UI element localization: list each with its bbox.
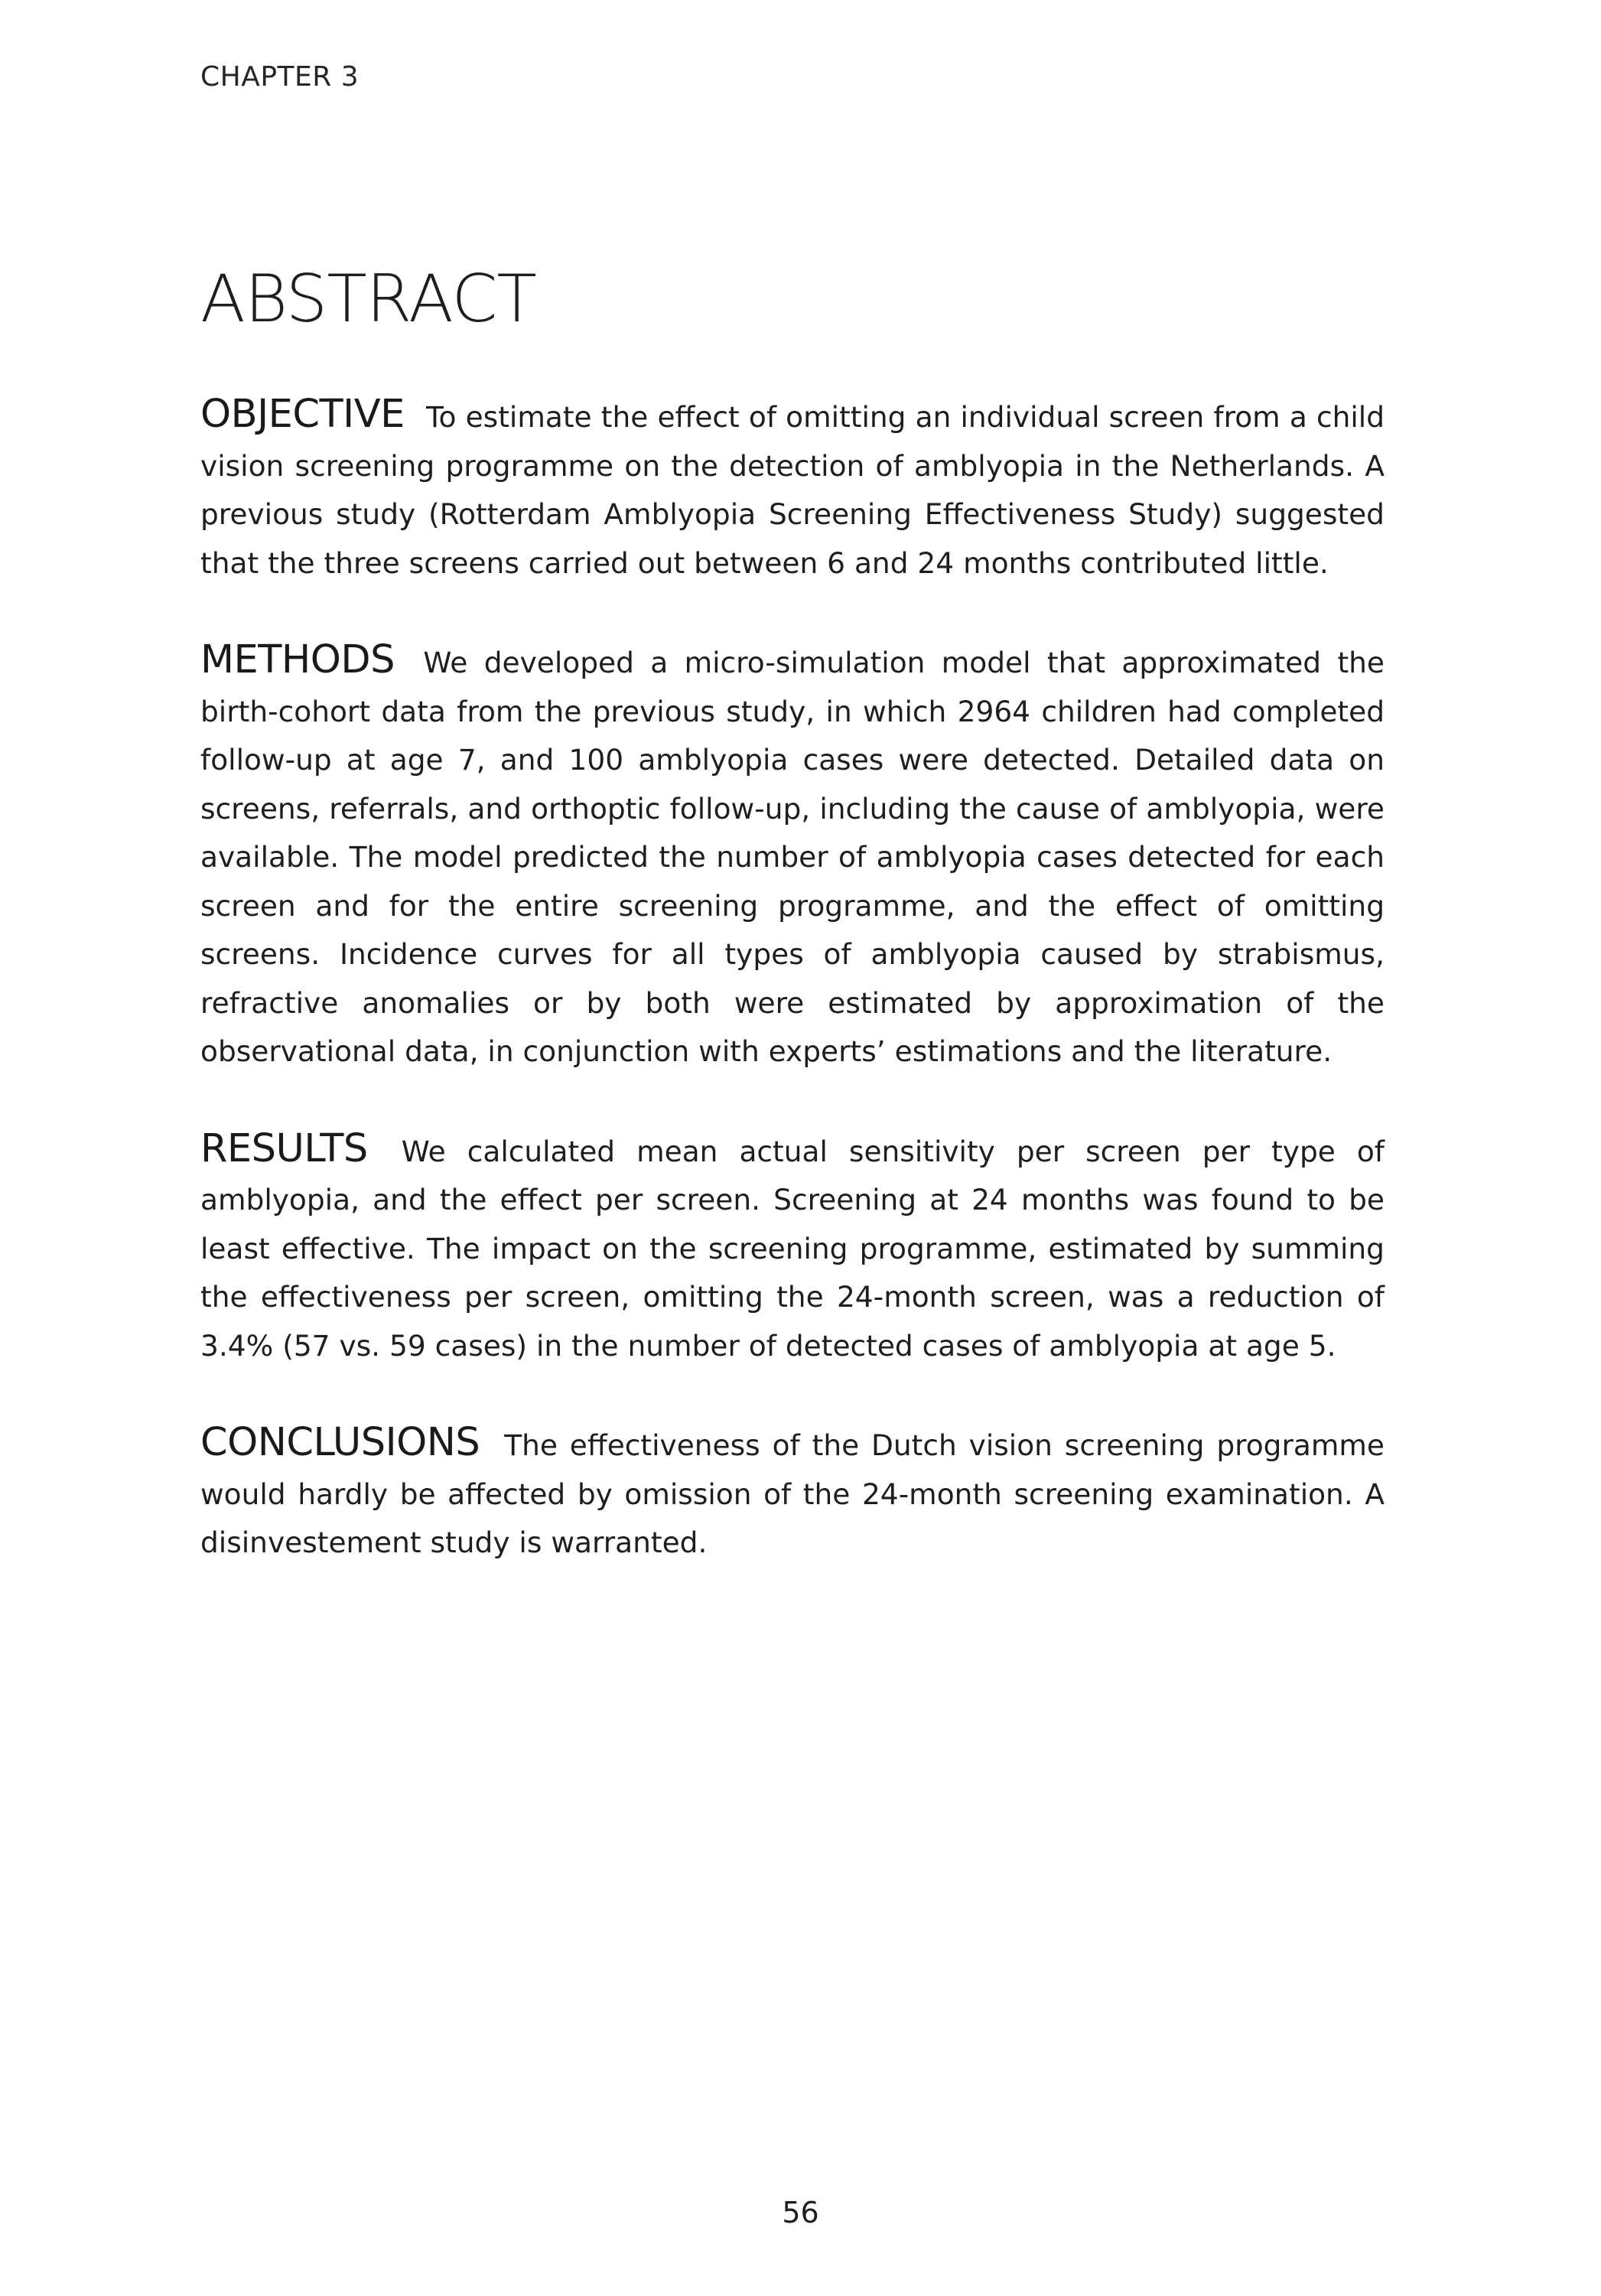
abstract-body bbox=[200, 390, 1385, 1616]
methods-section bbox=[200, 636, 1385, 1076]
abstract-title: ABSTRACT bbox=[200, 261, 536, 337]
results-heading: RESULTS bbox=[200, 1125, 368, 1171]
objective-text: To estimate the effect of omitting an individual screen from a child vision screening programme on the detection of amblyopia in the Netherlands. A previous study (Rotterdam Amblyopia Screening Effectiveness Study) suggested that the three screens carried out between 6 and 24 months contributed little. bbox=[200, 400, 1385, 580]
results-text: We calculated mean actual sensitivity per screen per type of amblyopia, and the effect per screen. Screening at 24 months was found to be least effective. The impact on the screening programme, estimated by summing the effectiveness per screen, omitting the 24-month screen, was a reduction of 3.4% (57 vs. 59 cases) in the number of detected cases of amblyopia at age 5. bbox=[200, 1134, 1385, 1363]
conclusions-section bbox=[200, 1418, 1385, 1568]
results-section bbox=[200, 1125, 1385, 1371]
conclusions-text: The effectiveness of the Dutch vision screening programme would hardly be affected by omission of the 24-month screening examination. A disinvestement study is warranted. bbox=[200, 1428, 1385, 1559]
objective-section bbox=[200, 390, 1385, 588]
objective-heading: OBJECTIVE bbox=[200, 392, 405, 437]
methods-text: We developed a micro-simulation model that approximated the birth-cohort data from the previous study, in which 2964 children had completed follow-up at age 7, and 100 amblyopia cases were detected. Detailed data on screens, referrals, and orthoptic follow-up, including the cause of amblyopia, were available. The model predicted the number of amblyopia cases detected for each screen and for the entire screening programme, and the effect of omitting screens. Incidence curves for all types of amblyopia caused by strabismus, refractive anomalies or by both were estimated by approximation of the observational data, in conjunction with experts’ estimations and the literature. bbox=[200, 646, 1385, 1068]
page-number: 56 bbox=[782, 2196, 819, 2229]
running-head: CHAPTER 3 bbox=[200, 61, 360, 93]
methods-heading: METHODS bbox=[200, 637, 395, 682]
conclusions-heading: CONCLUSIONS bbox=[200, 1420, 480, 1465]
